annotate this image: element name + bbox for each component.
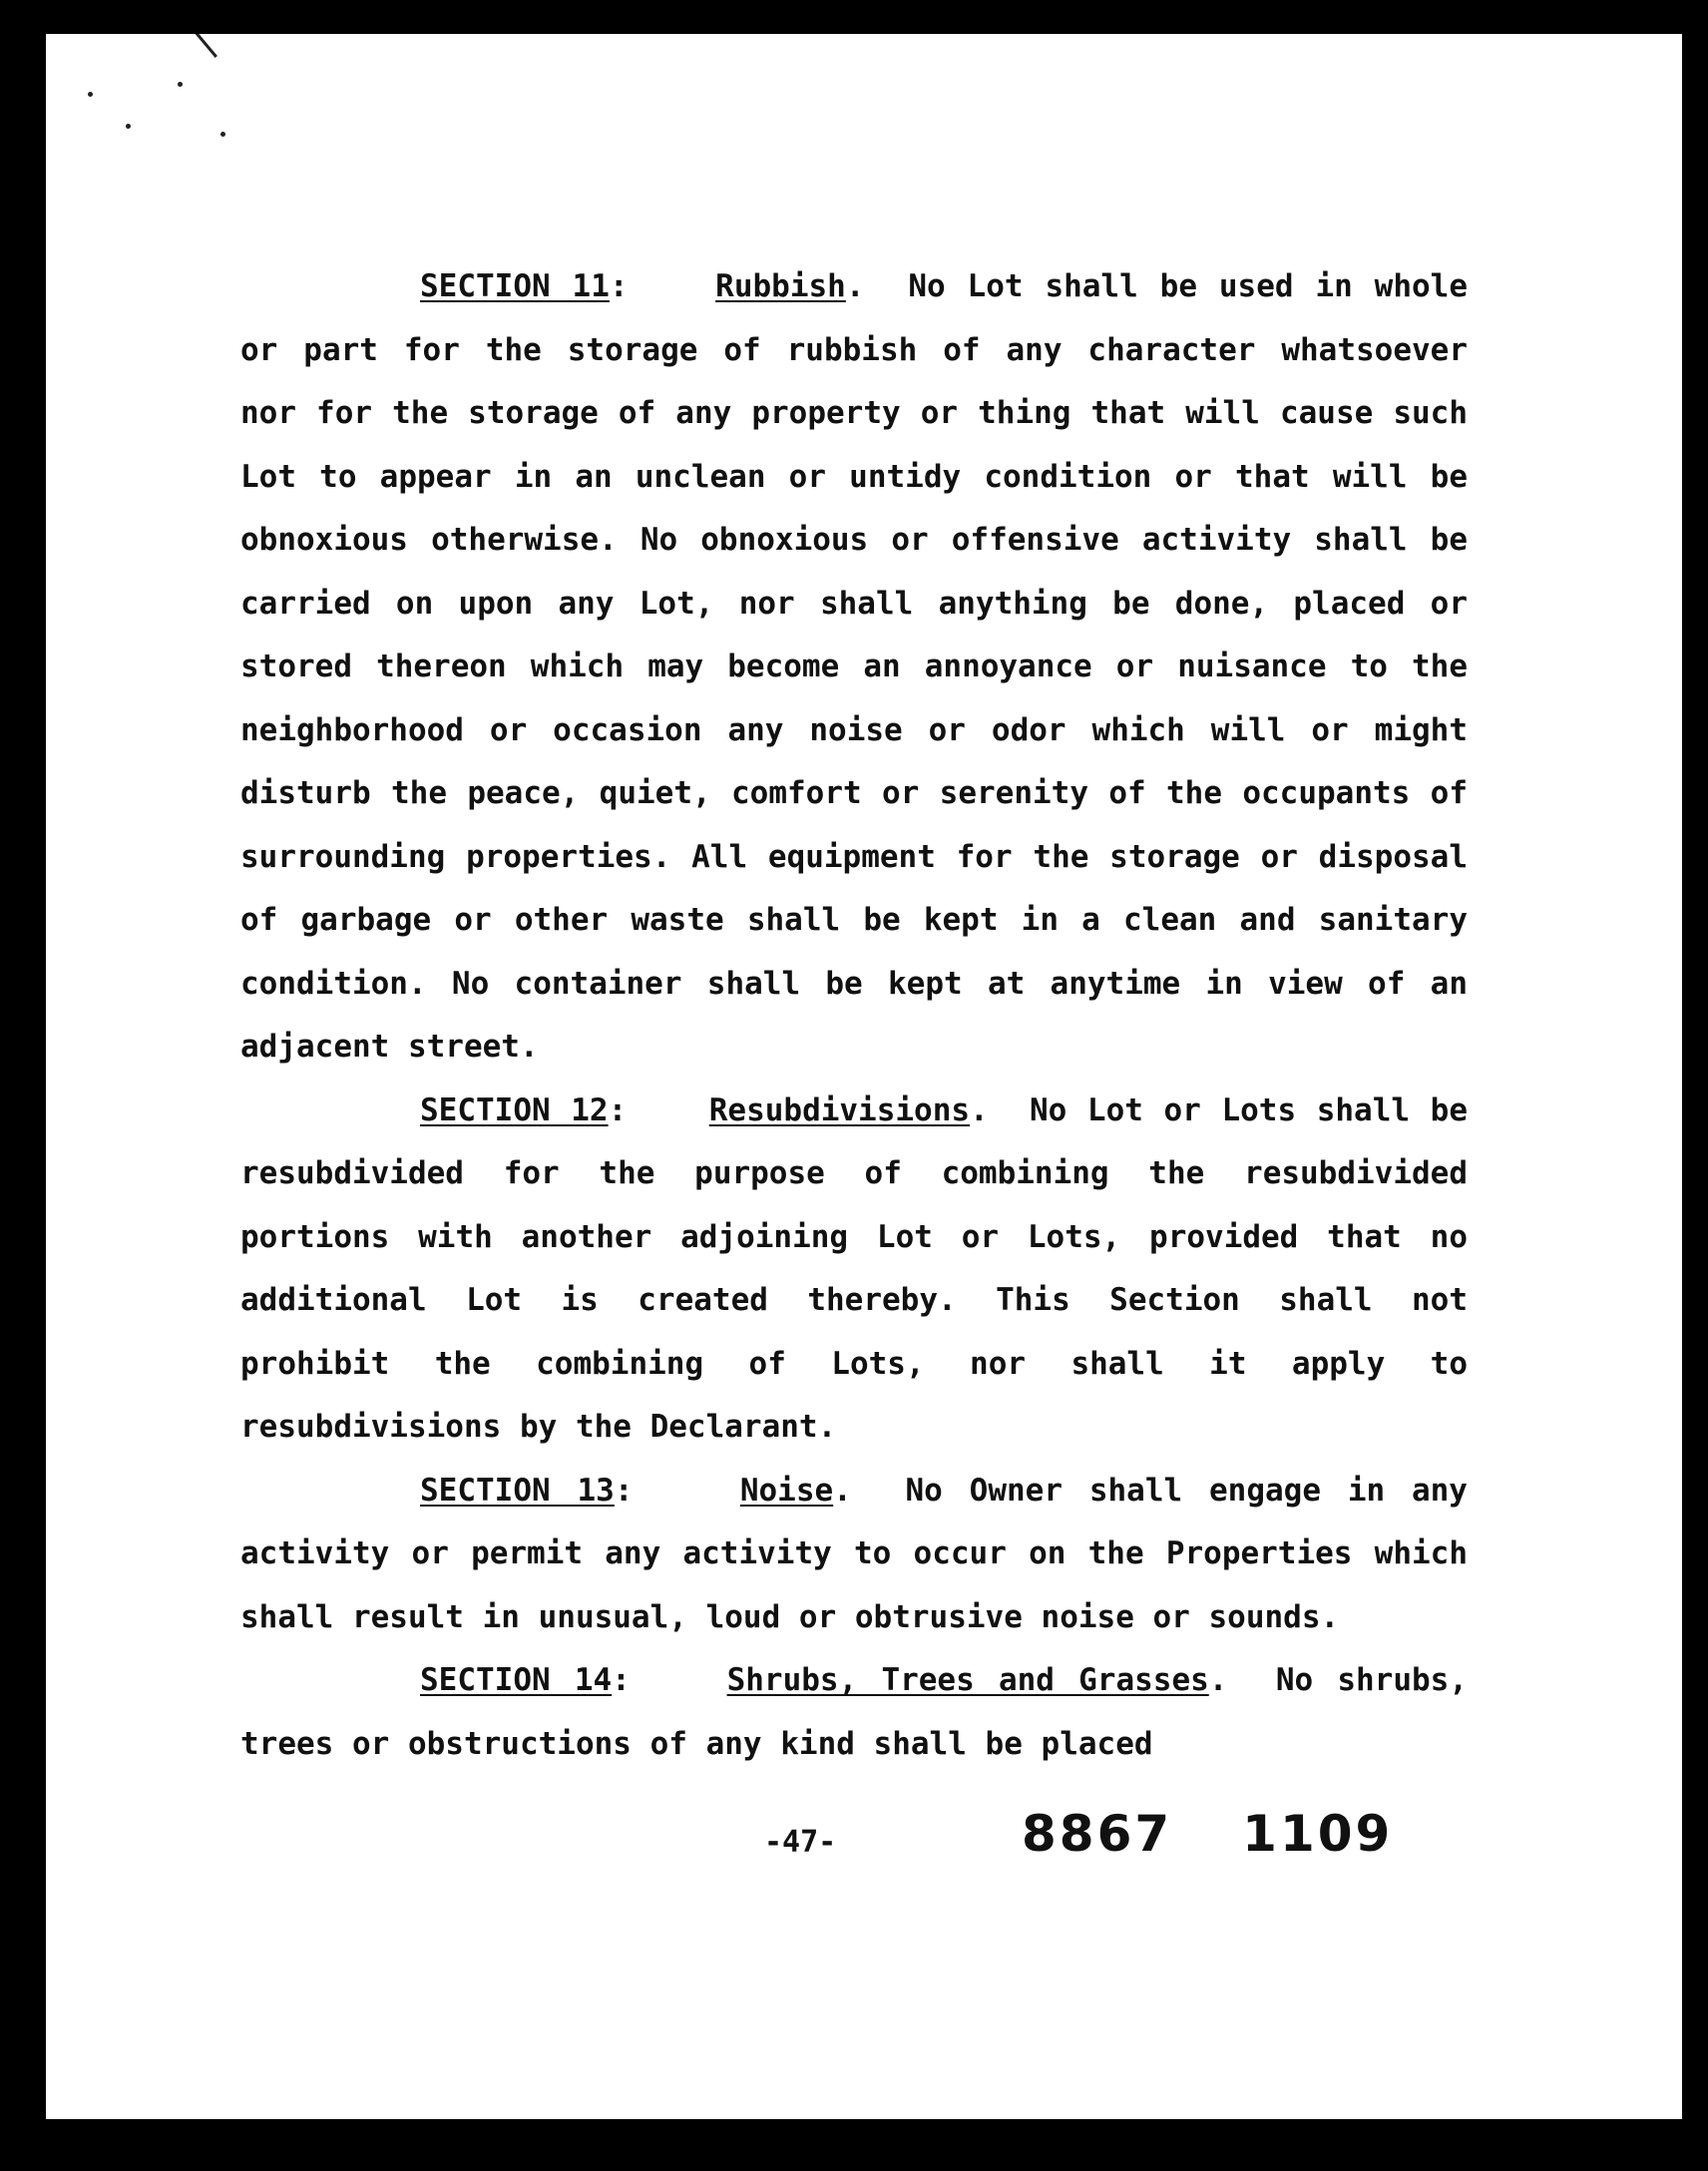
stamp-book: 8867 bbox=[1022, 1805, 1173, 1863]
section-title: Rubbish bbox=[715, 268, 846, 304]
section-13: SECTION 13: Noise. No Owner shall engage in any activity or permit any activity to occur on the Properties which shall result in unusual, loud or obtrusive noise or sounds. bbox=[240, 1472, 1468, 1635]
section-title: Noise bbox=[739, 1472, 834, 1509]
section-body: No Owner shall engage in any activity or permit any activity to occur on the Properties which shall result in unusual, loud or obtrusive noise or sounds. bbox=[240, 1472, 1468, 1635]
scan-speck bbox=[178, 82, 183, 87]
section-body: No shrubs, trees or obstructions of any kind shall be placed bbox=[240, 1662, 1468, 1762]
scan-speck bbox=[88, 92, 93, 97]
page-number: -47- bbox=[764, 1825, 837, 1860]
section-11: SECTION 11: Rubbish. No Lot shall be used in whole or part for the storage of rubbish of any character whatsoever nor for the storage of any property or thing that will cause such Lot to appear in an unclean or untidy condition or that will be obnoxious otherwise. No obnoxious or offensive activity shall be carried on upon any Lot, nor shall anything be done, placed or stored thereon which may become an annoyance or nuisance to the neighborhood or occasion any noise or odor which will or might disturb the peace, quiet, comfort or serenity of the occupants of surrounding properties. All equipment for the storage or disposal of garbage or other waste shall be kept in a clean and sanitary condition. No container shall be kept at anytime in view of an adjacent street. bbox=[240, 268, 1468, 1065]
section-heading: SECTION 12 bbox=[420, 1091, 609, 1128]
section-body: No Lot shall be used in whole or part for the storage of rubbish of any character whatsoever nor for the storage of any property or thing that will cause such Lot to appear in an unclean or untidy condition or that will be obnoxious otherwise. No obnoxious or offensive activity shall be carried on upon any Lot, nor shall anything be done, placed or stored thereon which may become an annoyance or nuisance to the neighborhood or occasion any noise or odor which will or might disturb the peace, quiet, comfort or serenity of the occupants of surrounding properties. All equipment for the storage or disposal of garbage or other waste shall be kept in a clean and sanitary condition. No container shall be kept at anytime in view of an adjacent street. bbox=[240, 268, 1468, 1065]
section-body: No Lot or Lots shall be resubdivided for the purpose of combining the resubdivided portions with another adjoining Lot or Lots, provided that no additional Lot is created thereby. This Section shall not prohibit the combining of Lots, nor shall it apply to resubdivisions by the Declarant. bbox=[240, 1091, 1468, 1445]
document-page bbox=[46, 34, 1682, 2119]
section-title: Shrubs, Trees and Grasses bbox=[726, 1662, 1209, 1698]
scan-speck bbox=[126, 124, 131, 129]
section-14: SECTION 14: Shrubs, Trees and Grasses. No shrubs, trees or obstructions of any kind shall be placed bbox=[240, 1662, 1468, 1762]
section-title: Resubdivisions bbox=[708, 1091, 971, 1128]
section-heading: SECTION 14 bbox=[420, 1662, 613, 1698]
section-heading: SECTION 13 bbox=[420, 1472, 615, 1509]
scan-speck bbox=[220, 132, 225, 137]
stamp-page: 1109 bbox=[1242, 1805, 1394, 1863]
document-stamp bbox=[1022, 1805, 1393, 1863]
section-12: SECTION 12: Resubdivisions. No Lot or Lots shall be resubdivided for the purpose of combining the resubdivided portions with another adjoining Lot or Lots, provided that no additional Lot is created thereby. This Section shall not prohibit the combining of Lots, nor shall it apply to resubdivisions by the Declarant. bbox=[240, 1091, 1468, 1445]
document-body bbox=[240, 255, 1468, 1776]
scan-mark bbox=[177, 34, 217, 58]
section-heading: SECTION 11 bbox=[420, 268, 610, 304]
